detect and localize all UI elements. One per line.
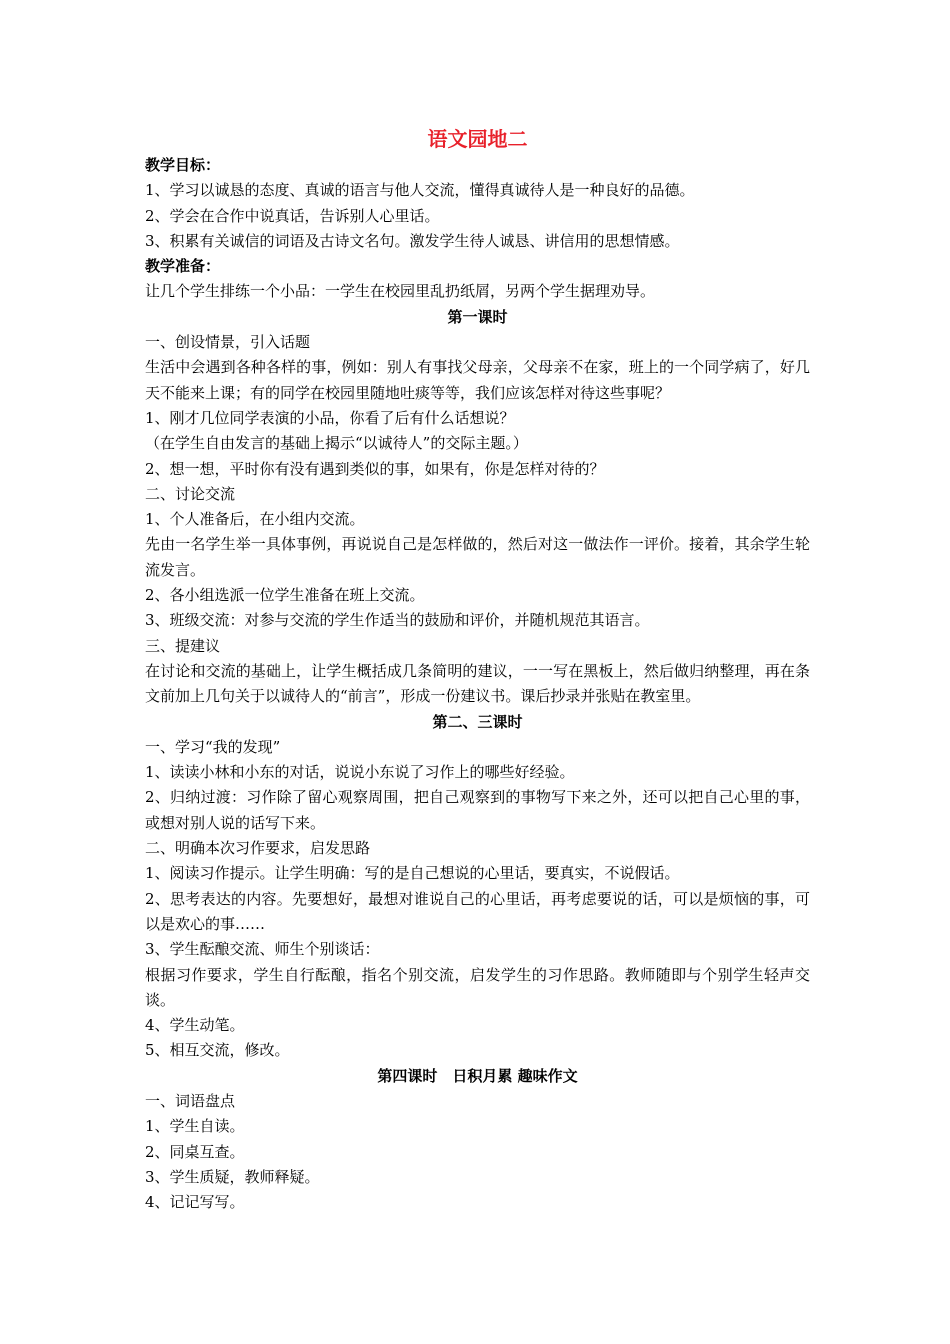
goal-item: 1、学习以诚恳的态度、真诚的语言与他人交流，懂得真诚待人是一种良好的品德。: [145, 181, 695, 200]
goals-heading: 教学目标：: [145, 156, 221, 174]
list-item: 2、各小组选派一位学生准备在班上交流。: [145, 586, 425, 605]
goal-item: 2、学会在合作中说真话，告诉别人心里话。: [145, 206, 440, 225]
list-item: 2、归纳过渡：习作除了留心观察周围，把自己观察到的事物写下来之外，还可以把自己心里的事，或想对别人说的话写下来。: [145, 788, 810, 832]
list-item: 3、学生酝酿交流、师生个别谈话：: [145, 940, 380, 959]
list-item: 1、读读小林和小东的对话，说说小东说了习作上的哪些好经验。: [145, 763, 575, 782]
list-item: 4、记记写写。: [145, 1193, 245, 1212]
document-page: [145, 125, 810, 1215]
list-item: 1、阅读习作提示。让学生明确：写的是自己想说的心里话，要真实，不说假话。: [145, 864, 680, 883]
prep-text: 让几个学生排练一个小品：一学生在校园里乱扔纸屑，另两个学生据理劝导。: [145, 282, 656, 301]
list-item: 4、学生动笔。: [145, 1016, 245, 1035]
lesson23-heading: 第二、三课时: [432, 712, 523, 731]
list-item: 2、同桌互查。: [145, 1142, 245, 1161]
section-title: 二、明确本次习作要求，启发思路: [145, 839, 371, 858]
list-item: 1、刚才几位同学表演的小品，你看了后有什么话想说？: [145, 408, 515, 427]
lesson1-heading: 第一课时: [447, 307, 508, 326]
list-item: 1、学生自读。: [145, 1117, 245, 1136]
section-title: 一、词语盘点: [145, 1091, 236, 1110]
goal-item: 3、积累有关诚信的词语及古诗文名句。激发学生待人诚恳、讲信用的思想情感。: [145, 231, 680, 250]
prep-heading: 教学准备：: [145, 257, 221, 276]
paragraph: 根据习作要求，学生自行酝酿，指名个别交流，启发学生的习作思路。教师随即与个别学生轻声交谈。: [145, 965, 810, 1009]
section-title: 二、讨论交流: [145, 484, 236, 503]
document-title: 语文园地二: [427, 127, 528, 151]
section-title: 三、提建议: [145, 636, 221, 655]
list-item: 3、学生质疑，教师释疑。: [145, 1167, 320, 1186]
paragraph: 在讨论和交流的基础上，让学生概括成几条简明的建议，一一写在黑板上，然后做归纳整理，再在条文前加上几句关于以诚待人的“前言”，形成一份建议书。课后抄录并张贴在教室里。: [145, 661, 810, 706]
note-text: （在学生自由发言的基础上揭示“以诚待人”的交际主题。）: [145, 434, 528, 453]
list-item: 2、思考表达的内容。先要想好，最想对谁说自己的心里话，再考虑要说的话，可以是烦恼的事，可以是欢心的事……: [145, 889, 810, 933]
section-title: 一、学习“我的发现”: [145, 737, 281, 756]
list-item: 5、相互交流，修改。: [145, 1041, 290, 1060]
list-item: 2、想一想，平时你有没有遇到类似的事，如果有，你是怎样对待的？: [145, 459, 605, 478]
paragraph: 先由一名学生举一具体事例，再说说自己是怎样做的，然后对这一做法作一评价。接着，其余学生轮流发言。: [145, 535, 810, 579]
lesson4-heading: 第四课时 日积月累 趣味作文: [377, 1066, 578, 1085]
section-title: 一、创设情景，引入话题: [145, 333, 311, 352]
list-item: 3、班级交流：对参与交流的学生作适当的鼓励和评价，并随机规范其语言。: [145, 611, 650, 630]
paragraph: 生活中会遇到各种各样的事，例如：别人有事找父母亲，父母亲不在家，班上的一个同学病了，好几天不能来上课；有的同学在校园里随地吐痰等等，我们应该怎样对待这些事呢？: [145, 358, 810, 402]
list-item: 1、个人准备后，在小组内交流。: [145, 510, 365, 529]
